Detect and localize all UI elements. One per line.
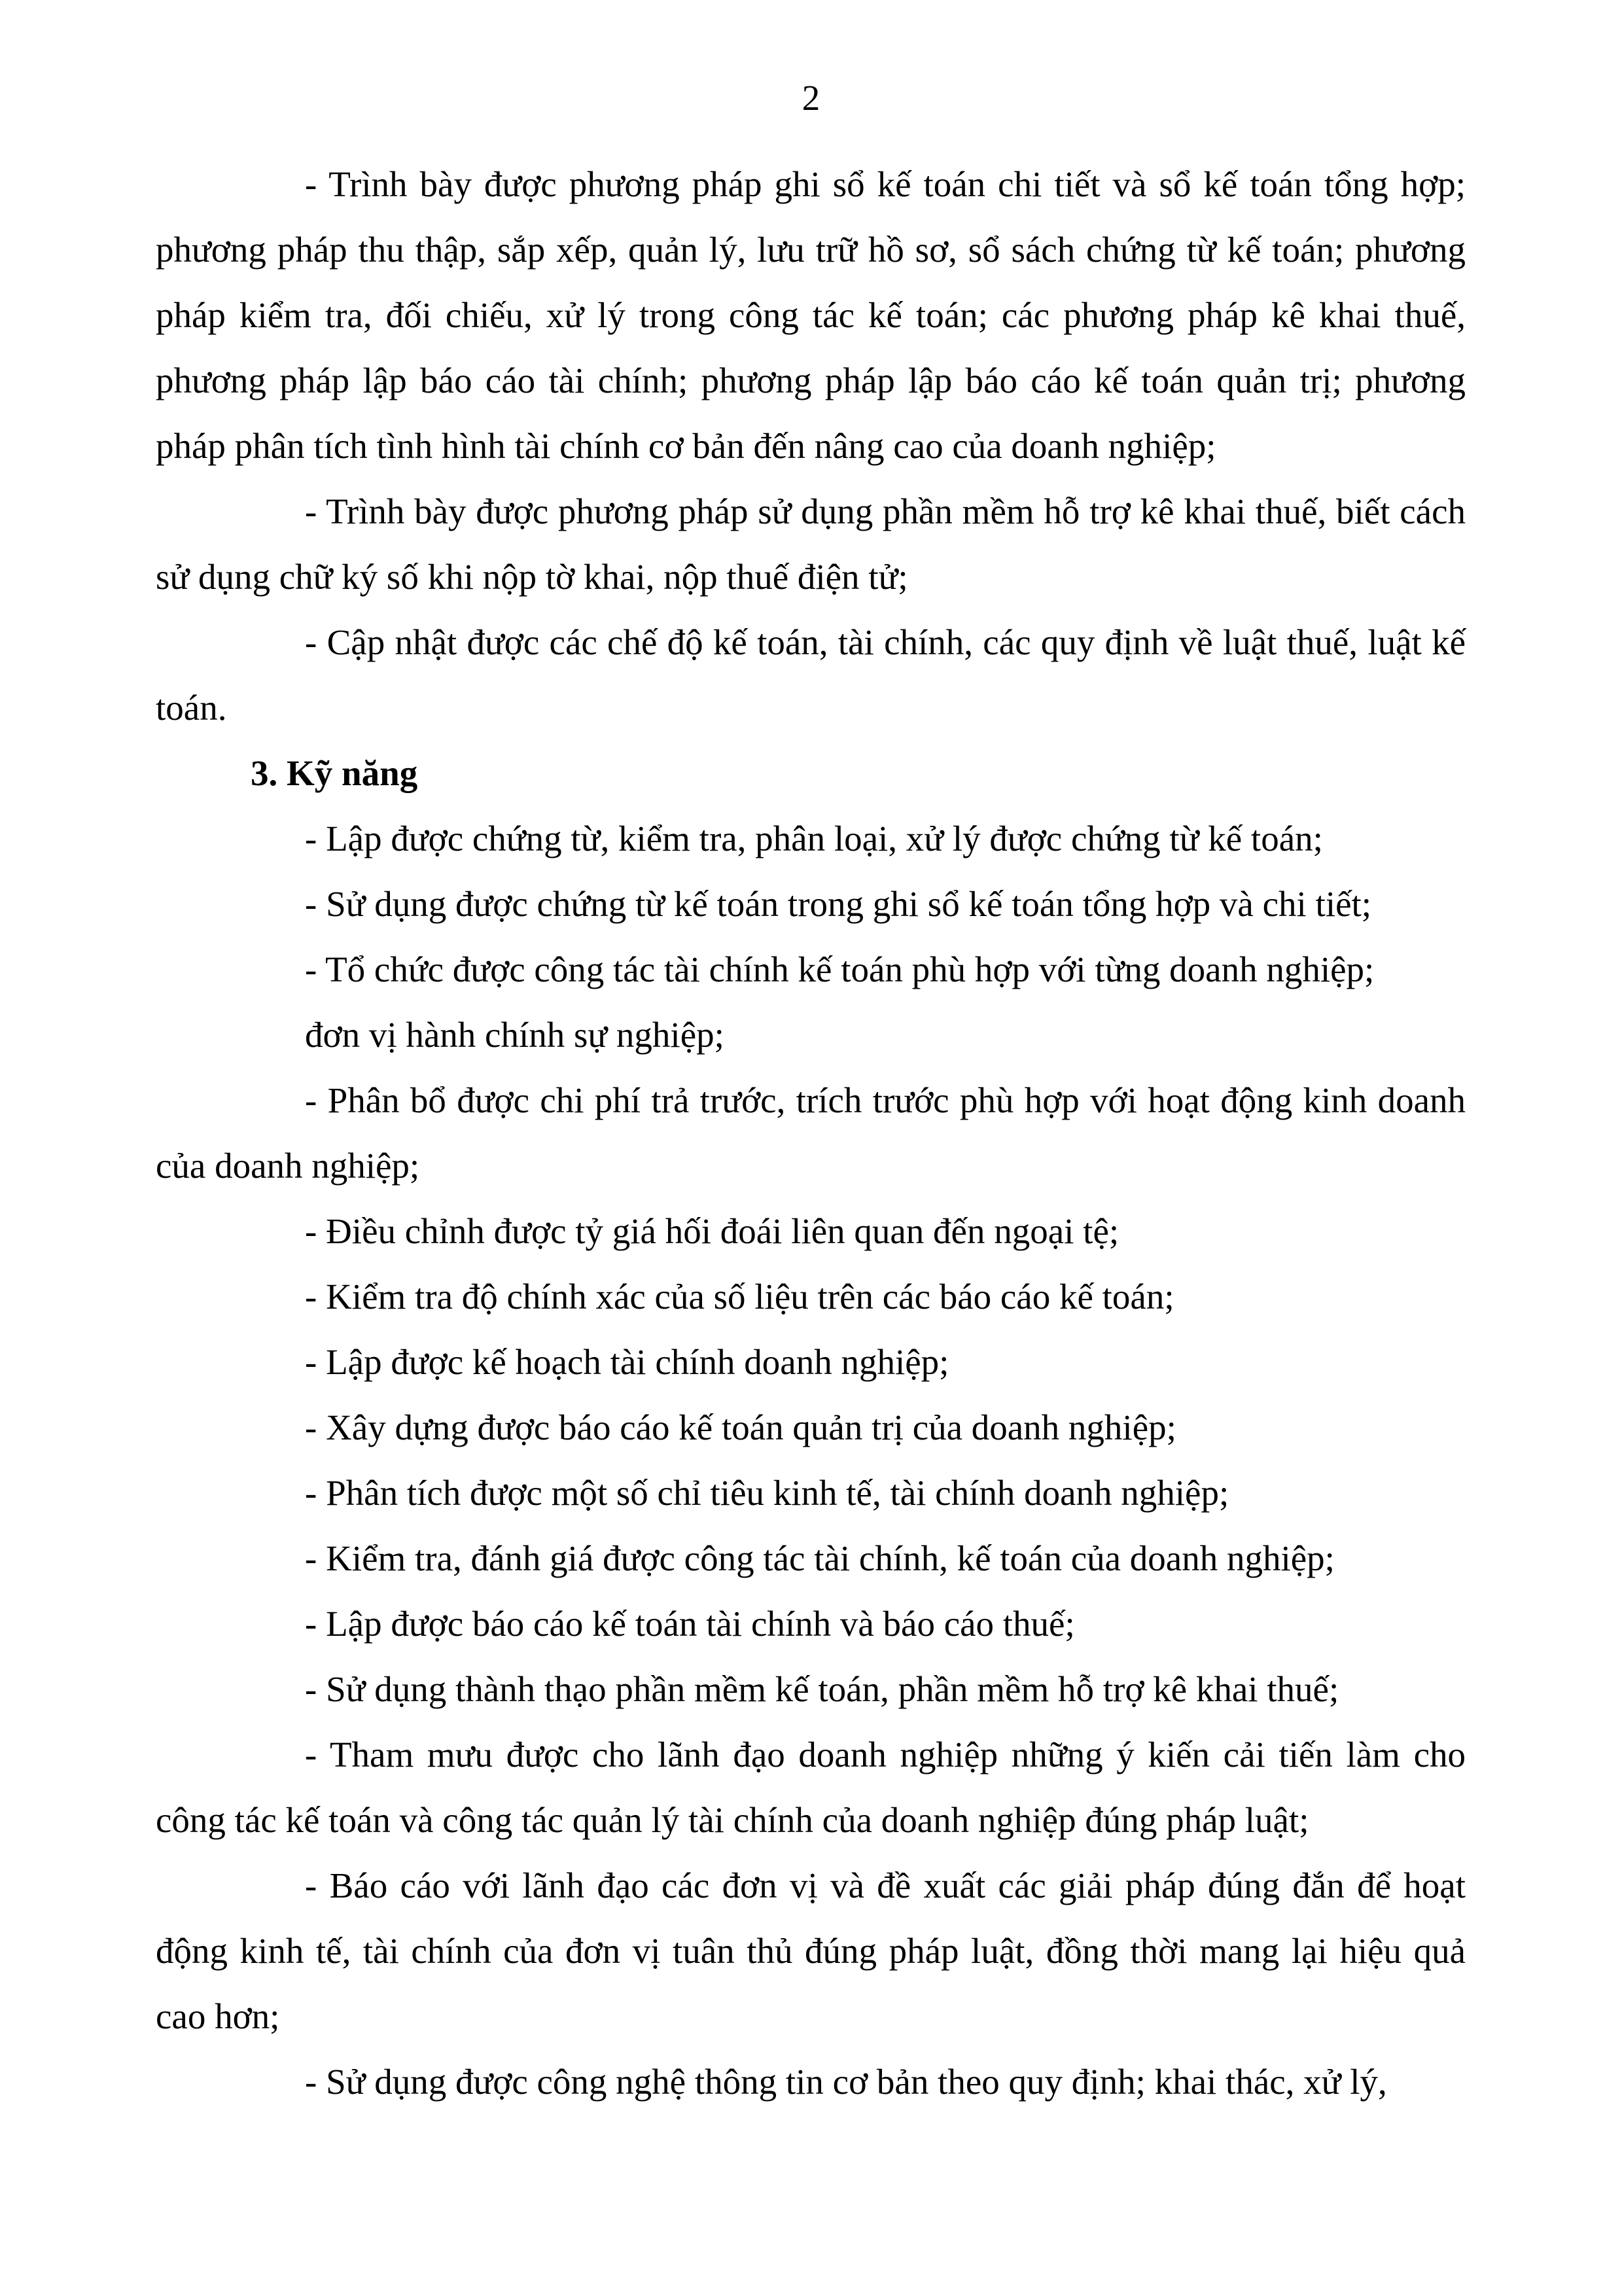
knowledge-item: - Trình bày được phương pháp sử dụng phần mềm hỗ trợ kê khai thuế, biết cách sử dụng chữ ký số khi nộp tờ khai, nộp thuế điện tử; <box>156 491 1466 597</box>
skill-item: - Tham mưu được cho lãnh đạo doanh nghiệp những ý kiến cải tiến làm cho công tác kế toán và công tác quản lý tài chính của doanh nghiệp đúng pháp luật; <box>156 1735 1466 1840</box>
skill-item: - Sử dụng được chứng từ kế toán trong ghi sổ kế toán tổng hợp và chi tiết; <box>305 884 1372 924</box>
skill-item: - Lập được báo cáo kế toán tài chính và báo cáo thuế; <box>305 1604 1075 1644</box>
skill-item: - Sử dụng thành thạo phần mềm kế toán, phần mềm hỗ trợ kê khai thuế; <box>305 1669 1339 1709</box>
skill-item: - Xây dựng được báo cáo kế toán quản trị của doanh nghiệp; <box>305 1407 1176 1447</box>
skill-item: - Lập được kế hoạch tài chính doanh nghiệp; <box>305 1342 949 1382</box>
skill-item: - Phân tích được một số chỉ tiêu kinh tế, tài chính doanh nghiệp; <box>305 1473 1229 1513</box>
skill-item: - Điều chỉnh được tỷ giá hối đoái liên quan đến ngoại tệ; <box>305 1211 1120 1251</box>
document-body <box>156 152 1466 2115</box>
skill-item: - Lập được chứng từ, kiểm tra, phân loại, xử lý được chứng từ kế toán; <box>305 819 1323 858</box>
skill-item: - Tổ chức được công tác tài chính kế toán phù hợp với từng doanh nghiệp; <box>305 949 1375 989</box>
section-heading-skills: 3. Kỹ năng <box>251 753 418 793</box>
skill-item-continuation: đơn vị hành chính sự nghiệp; <box>305 1015 724 1055</box>
skill-item: - Kiểm tra độ chính xác của số liệu trên các báo cáo kế toán; <box>305 1277 1174 1316</box>
knowledge-item: - Trình bày được phương pháp ghi sổ kế toán chi tiết và sổ kế toán tổng hợp; phương pháp thu thập, sắp xếp, quản lý, lưu trữ hồ sơ, sổ sách chứng từ kế toán; phương pháp kiểm tra, đối chiếu, xử lý trong công tác kế toán; các phương pháp kê khai thuế, phương pháp lập báo cáo tài chính; phương pháp lập báo cáo kế toán quản trị; phương pháp phân tích tình hình tài chính cơ bản đến nâng cao của doanh nghiệp; <box>156 164 1466 466</box>
skill-item: - Kiểm tra, đánh giá được công tác tài chính, kế toán của doanh nghiệp; <box>305 1538 1335 1578</box>
skill-item: - Báo cáo với lãnh đạo các đơn vị và đề xuất các giải pháp đúng đắn để hoạt động kinh tế, tài chính của đơn vị tuân thủ đúng pháp luật, đồng thời mang lại hiệu quả cao hơn; <box>156 1865 1466 2036</box>
skill-item: - Phân bổ được chi phí trả trước, trích trước phù hợp với hoạt động kinh doanh của doanh nghiệp; <box>156 1080 1466 1186</box>
skill-item: - Sử dụng được công nghệ thông tin cơ bản theo quy định; khai thác, xử lý, <box>305 2062 1387 2102</box>
knowledge-item: - Cập nhật được các chế độ kế toán, tài chính, các quy định về luật thuế, luật kế toán. <box>156 622 1466 728</box>
page-number: 2 <box>802 78 820 118</box>
